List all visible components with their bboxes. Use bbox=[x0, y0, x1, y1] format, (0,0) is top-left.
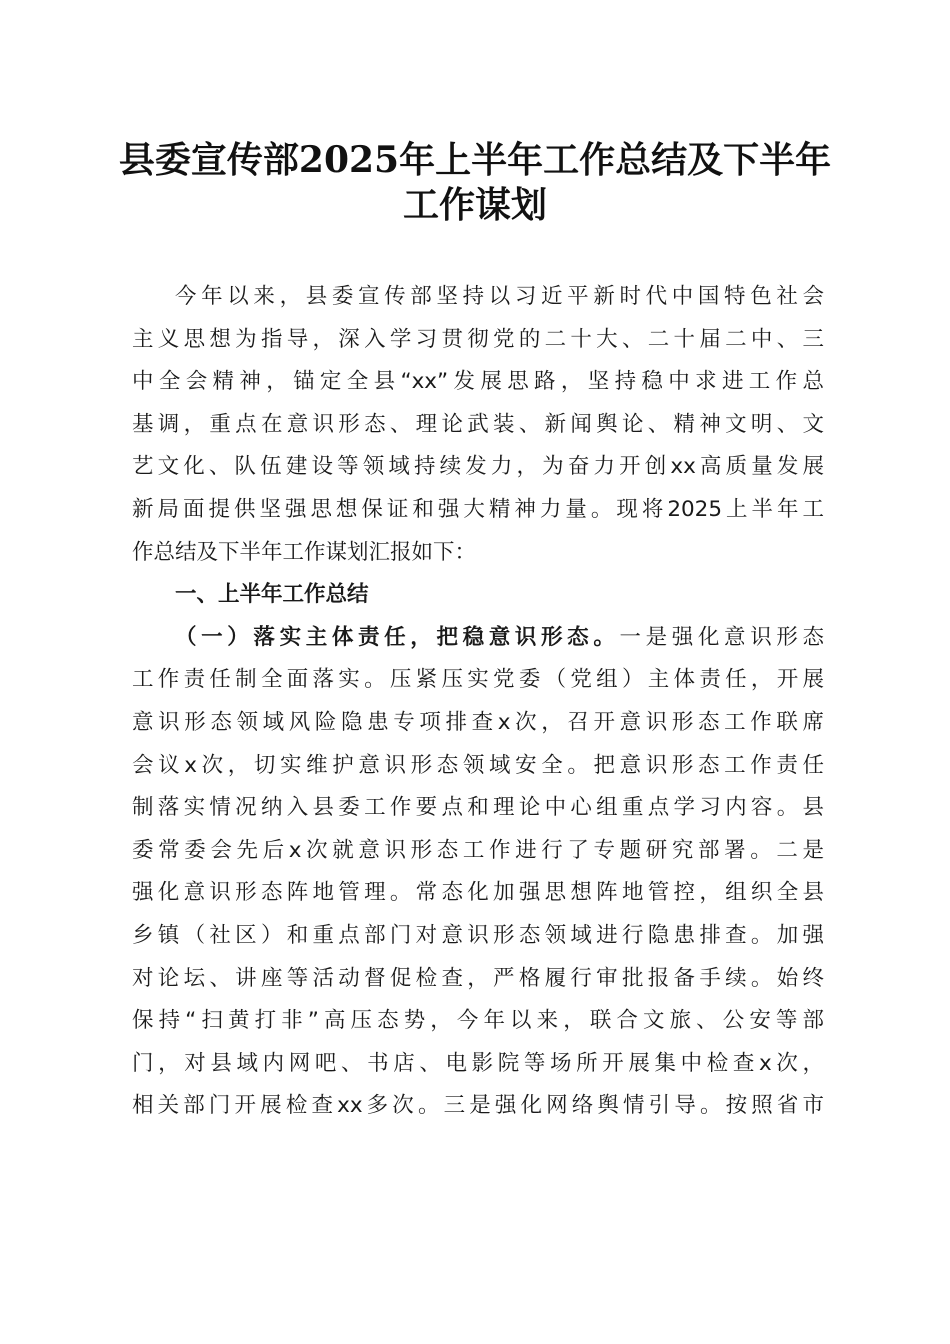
section-heading: 一、上半年工作总结 bbox=[175, 582, 369, 608]
title-line-2: 工作谋划 bbox=[402, 184, 547, 226]
paragraph-line: 对论坛、讲座等活动督促检查，严格履行审批报备手续。始终 bbox=[132, 965, 824, 991]
intro-line: 中全会精神，锚定全县“xx”发展思路，坚持稳中求进工作总 bbox=[132, 369, 824, 395]
paragraph-line: 乡镇（社区）和重点部门对意识形态领域进行隐患排查。加强 bbox=[132, 922, 824, 948]
paragraph-line: 保持“扫黄打非”高压态势，今年以来，联合文旅、公安等部 bbox=[132, 1008, 824, 1034]
intro-line: 新局面提供坚强思想保证和强大精神力量。现将2025上半年工 bbox=[132, 496, 824, 522]
paragraph-line: 工作责任制全面落实。压紧压实党委（党组）主体责任，开展 bbox=[132, 667, 824, 693]
paragraph-line: 会议x次，切实维护意识形态领域安全。把意识形态工作责任 bbox=[132, 752, 824, 778]
subsection-heading: （一）落实主体责任，把稳意识形态。 bbox=[175, 624, 620, 650]
paragraph-line: 强化意识形态阵地管理。常态化加强思想阵地管控，组织全县 bbox=[132, 880, 824, 906]
intro-line: 作总结及下半年工作谋划汇报如下： bbox=[132, 539, 477, 565]
paragraph-line: 门，对县域内网吧、书店、电影院等场所开展集中检查x次， bbox=[132, 1050, 824, 1076]
subsection-first-rest: 一是强化意识形态 bbox=[619, 624, 824, 650]
intro-line: 今年以来，县委宣传部坚持以习近平新时代中国特色社会 bbox=[175, 284, 824, 309]
paragraph-line: 相关部门开展检查xx多次。三是强化网络舆情引导。按照省市 bbox=[132, 1093, 824, 1119]
document-title bbox=[100, 138, 850, 228]
document-body bbox=[132, 276, 824, 1128]
title-line-1: 县委宣传部2025年上半年工作总结及下半年 bbox=[118, 139, 832, 181]
intro-line: 基调，重点在意识形态、理论武装、新闻舆论、精神文明、文 bbox=[132, 411, 824, 437]
paragraph-line: 制落实情况纳入县委工作要点和理论中心组重点学习内容。县 bbox=[132, 795, 824, 821]
intro-line: 艺文化、队伍建设等领域持续发力，为奋力开创xx高质量发展 bbox=[132, 454, 824, 480]
paragraph-line: 委常委会先后x次就意识形态工作进行了专题研究部署。二是 bbox=[132, 837, 824, 863]
intro-line: 主义思想为指导，深入学习贯彻党的二十大、二十届二中、三 bbox=[132, 326, 824, 352]
paragraph-line: 意识形态领域风险隐患专项排查x次，召开意识形态工作联席 bbox=[132, 709, 824, 735]
subsection-first-line bbox=[132, 617, 824, 660]
